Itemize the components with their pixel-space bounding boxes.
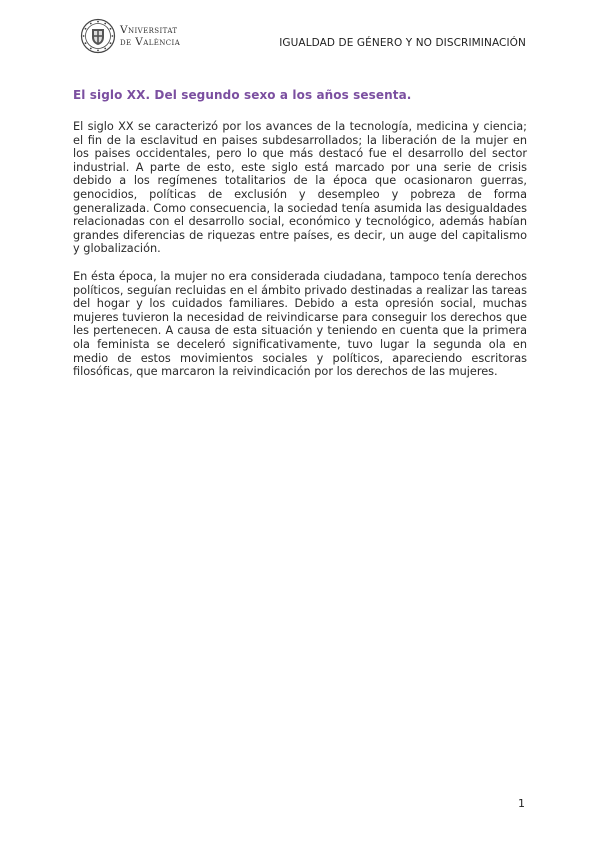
body-paragraph: El siglo XX se caracterizó por los avances de la tecnología, medicina y ciencia; el fin de la esclavitud en paises subdesarrollados; la liberación de la mujer en los paises occidentales, pero lo que más destacó fue el desarrollo del sector industrial. A parte de esto, este siglo está marcado por una serie de crisis debido a los regímenes totalitarios de la época que ocasionaron guerras, genocidios, políticas de exclusión y desempleo y pobreza de forma generalizada. Como consecuencia, la sociedad tenía asumida las desigualdades relacionadas con el desarrollo social, económico y tecnológico, además habían grandes diferencias de riquezas entre países, es decir, un auge del capitalismo y globalización. [73,120,527,256]
page-header [0,0,600,70]
university-seal-icon [80,18,116,54]
page-number: 1 [518,797,525,810]
section-title: El siglo XX. Del segundo sexo a los años sesenta. [73,88,412,102]
university-name-line1: Vniversitat [120,24,178,36]
document-body [73,86,527,393]
document-header-title: IGUALDAD DE GÉNERO Y NO DISCRIMINACIÓN [279,37,526,49]
body-paragraph: En ésta época, la mujer no era considerada ciudadana, tampoco tenía derechos políticos, seguían recluidas en el ámbito privado destinadas a realizar las tareas del hogar y los cuidados familiares. Debido a esta opresión social, muchas mujeres tuvieron la necesidad de reivindicarse para conseguir los derechos que les pertenecen. A causa de esta situación y teniendo en cuenta que la primera ola feminista se deceleró significativamente, tuvo lugar la segunda ola en medio de estos movimientos sociales y políticos, apareciendo escritoras filosóficas, que marcaron la reivindicación por los derechos de las mujeres. [73,269,527,379]
university-name [120,24,180,48]
university-logo [80,16,192,56]
university-name-line2: de València [120,36,181,48]
